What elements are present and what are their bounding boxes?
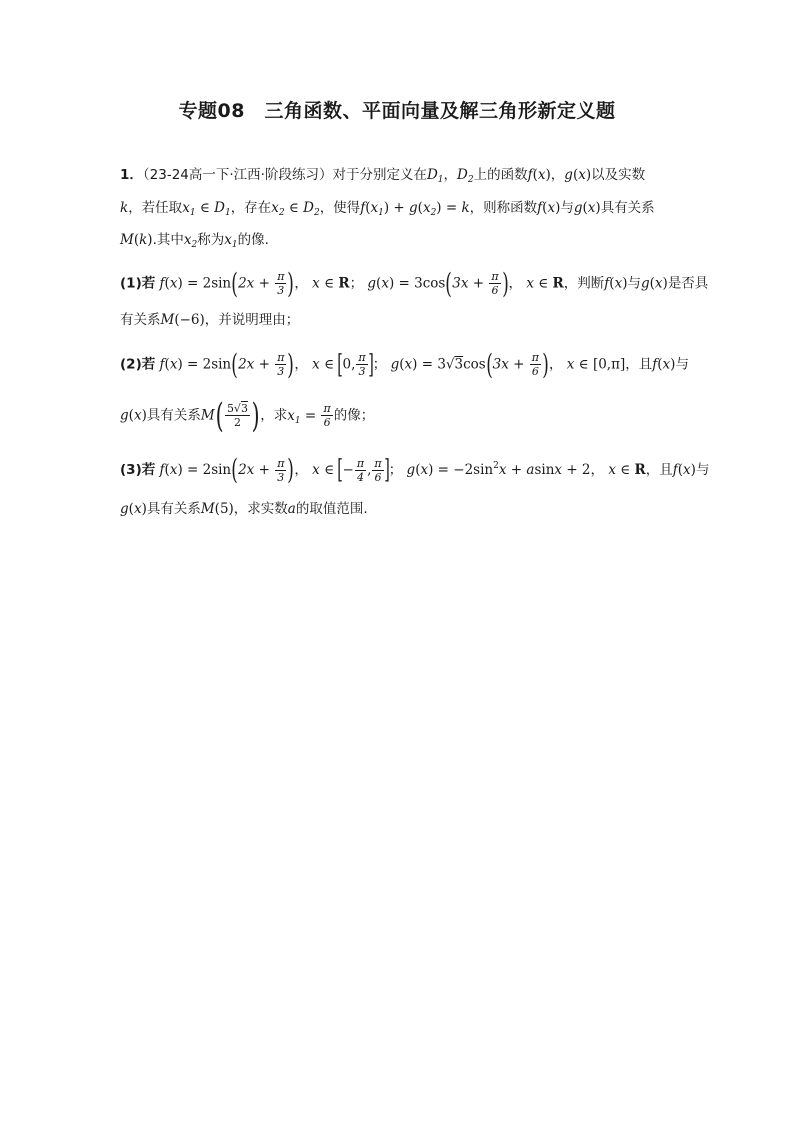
- part-2-label: (2)若: [120, 356, 156, 373]
- part-1-label: (1)若: [120, 275, 156, 292]
- math-part2-g: g(x) = 3√3cos: [390, 356, 486, 373]
- math-D1: $D_1$: [426, 167, 444, 185]
- problem-source: （23-24高一下·江西·阶段练习）: [142, 167, 333, 183]
- math-M-minus6: M(−6): [160, 312, 205, 328]
- part-3-line-1: (3)若 f(x) = 2sin(2x + $\frac{\pi}{3}$ )， x ∈ [− $\frac{\pi}{4}$ , $\frac{\pi}{6}$ ]； $g(x) = -2\sin^2x + asinx + 2$， x ∈ R，且f(x)与: [120, 453, 710, 486]
- math-Mk: M: [120, 232, 134, 248]
- part-2-line-2: g(x)具有关系M( $\frac{5√3}{2}$ )，求$x_1$ = $\frac{\pi}{6}$ 的像；: [120, 395, 375, 436]
- math-x2-in-D2: $x_2$ ∈ $D_2$: [271, 200, 320, 218]
- part-3-line-2: g(x)具有关系M(5)，求实数a的取值范围.: [120, 501, 368, 517]
- problem-number: 1．: [120, 167, 143, 183]
- math-part3-f: f(x) = 2sin: [159, 462, 232, 478]
- math-part1-g: g(x) = 3cos: [367, 275, 446, 292]
- document-title: 专题08 三角函数、平面向量及解三角形新定义题: [178, 100, 616, 122]
- problem-line-1: 1．（23-24高一下·江西·阶段练习）对于分别定义在$D_1$，$D_2$上的函数f(x)，g(x)以及实数: [120, 167, 646, 185]
- problem-line-2: k，若任取$x_1$ ∈ $D_1$，存在$x_2$ ∈ $D_2$，使得$f(x_1) + g(x_2) = k$，则称函数f(x)与g(x)具有关系: [120, 200, 655, 218]
- math-M5: M(5): [200, 501, 234, 517]
- part-1-line-2: 有关系M(−6)，并说明理由；: [120, 312, 300, 328]
- math-part3-g: $g(x) = -2\sin^2x + asinx + 2$: [406, 461, 591, 478]
- math-x1-in-D1: $x_1$ ∈ $D_1$: [182, 200, 231, 218]
- math-M-5sqrt3-over-2: M: [200, 407, 215, 424]
- problem-line-3: M(k).其中$x_2$称为$x_1$的像.: [120, 232, 269, 250]
- part-3-label: (3)若: [120, 462, 156, 478]
- part-1-line-1: (1)若 f(x) = 2sin(2x + $\frac{\pi}{3}$ )， x ∈ R； g(x) = 3cos(3x + $\frac{\pi}{6}$ )， x ∈ R，判断f(x)与g(x)是否具: [120, 266, 709, 300]
- math-part2-f: f(x) = 2sin: [159, 356, 232, 373]
- math-D2: $D_2$: [457, 167, 474, 185]
- part-2-line-1: (2)若 f(x) = 2sin(2x + $\frac{\pi}{3}$ )， x ∈ [0, $\frac{\pi}{3}$ ]； g(x) = 3√3cos(3x + $\frac{\pi}{6}$ )， x ∈ [0,π]，且f(x)与: [120, 347, 689, 381]
- math-fx: f: [527, 167, 533, 183]
- math-gx: g: [564, 167, 573, 183]
- math-condition: $f(x_1) + g(x_2) = k$: [360, 200, 470, 218]
- math-part1-f: f(x) = 2sin: [159, 275, 232, 292]
